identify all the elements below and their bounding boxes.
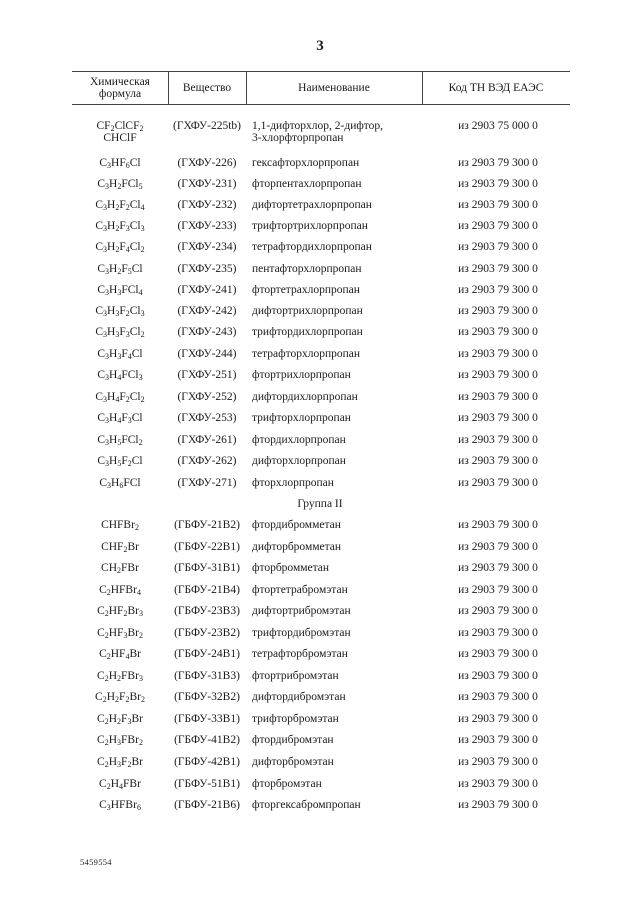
page-number: 3 (316, 38, 324, 54)
header-code: Код ТН ВЭД ЕАЭС (448, 82, 544, 94)
substance-name (252, 778, 422, 790)
substance-name (252, 605, 422, 617)
substance-name (252, 434, 422, 446)
substance-name (252, 199, 422, 211)
substance-name-line: фтортрихлорпропан (252, 369, 351, 381)
customs-code: из 2903 79 300 0 (458, 391, 538, 403)
substance-name (252, 627, 422, 639)
substance-name-line: гексафторхлорпропан (252, 157, 360, 169)
chemical-formula: $C_3H_4F_3Cl$ (97, 412, 143, 425)
customs-code: из 2903 79 300 0 (458, 220, 538, 232)
substance-name-line: фтортетрахлорпропан (252, 284, 360, 296)
chemical-formula: $C_2H_3F_2Br$ (97, 756, 143, 769)
customs-code: из 2903 79 300 0 (458, 284, 538, 296)
customs-code: из 2903 79 300 0 (458, 455, 538, 467)
substance-name (252, 756, 422, 768)
substance-code: (ГХФУ-244) (177, 348, 237, 360)
substance-code: (ГХФУ-233) (177, 220, 237, 232)
substance-code: (ГБФУ-31В3) (174, 670, 240, 682)
substance-name (252, 263, 422, 275)
substance-name-line2: 3-хлорфторпропан (252, 132, 344, 144)
chemical-formula: $C_3H_5FCl_2$ (97, 434, 143, 447)
substance-name (252, 369, 422, 381)
header-formula: Химическая формула (90, 76, 150, 100)
substance-name-line: фтортрибромэтан (252, 670, 339, 682)
header-substance: Вещество (182, 82, 232, 94)
customs-code: из 2903 79 300 0 (458, 584, 538, 596)
substance-code: (ГБФУ-41В2) (174, 734, 240, 746)
substance-name-line: трифтордибромэтан (252, 627, 351, 639)
substance-name (252, 391, 422, 403)
substance-name (252, 241, 422, 253)
substance-name (252, 326, 422, 338)
chemical-formula: $C_3H_2FCl_5$ (97, 178, 143, 191)
substance-code: (ГБФУ-51В1) (174, 778, 240, 790)
chemical-formula: $CF_2ClCF_2$ CHClF (96, 120, 144, 144)
substance-name-line: фторхлорпропан (252, 477, 334, 489)
customs-code: из 2903 79 300 0 (458, 713, 538, 725)
substance-name (252, 477, 422, 489)
substance-name-line: фтордибромметан (252, 519, 341, 531)
chemical-formula-line2: CHClF (103, 132, 137, 144)
substance-name-line: фтордихлорпропан (252, 434, 346, 446)
customs-code: из 2903 79 300 0 (458, 348, 538, 360)
chemical-formula: $C_3HFBr_6$ (99, 799, 141, 812)
substance-code: (ГХФУ-225tb) (173, 120, 241, 132)
substance-code: (ГХФУ-261) (177, 434, 237, 446)
chemical-formula: $C_3H_3F_4Cl$ (97, 348, 143, 361)
substance-name-line: дифтортетрахлорпропан (252, 199, 372, 211)
chemical-formula: $C_2H_3FBr_2$ (97, 734, 143, 747)
chemical-formula: $C_3H_3F_3Cl_2$ (95, 326, 145, 339)
customs-code: из 2903 79 300 0 (458, 562, 538, 574)
substance-code: (ГБФУ-21В2) (174, 519, 240, 531)
substance-name (252, 584, 422, 596)
substance-name (252, 348, 422, 360)
substance-code: (ГХФУ-242) (177, 305, 237, 317)
substance-code: (ГХФУ-235) (177, 263, 237, 275)
customs-code: из 2903 79 300 0 (458, 263, 538, 275)
chemical-formula: $C_3H_6FCl$ (99, 477, 141, 490)
substance-name-line: дифтортрихлорпропан (252, 305, 363, 317)
substance-code: (ГБФУ-23В2) (174, 627, 240, 639)
substance-name-line: тетрафторбромэтан (252, 648, 348, 660)
substance-code: (ГХФУ-243) (177, 326, 237, 338)
substance-code: (ГБФУ-33В1) (174, 713, 240, 725)
substance-name-line: фторбромэтан (252, 778, 322, 790)
customs-code: из 2903 79 300 0 (458, 305, 538, 317)
substance-code: (ГБФУ-32В2) (174, 691, 240, 703)
substance-code: (ГХФУ-226) (177, 157, 237, 169)
substance-name (252, 305, 422, 317)
chemical-formula: $C_2H_4FBr$ (99, 778, 141, 791)
customs-code: из 2903 79 300 0 (458, 241, 538, 253)
substance-name (252, 799, 422, 811)
customs-code: из 2903 79 300 0 (458, 369, 538, 381)
customs-code: из 2903 79 300 0 (458, 799, 538, 811)
substance-name-line: дифтордибромэтан (252, 691, 346, 703)
substance-name-line: фторгексабромпропан (252, 799, 361, 811)
substance-code: (ГХФУ-232) (177, 199, 237, 211)
substance-name (252, 455, 422, 467)
substance-name (252, 713, 422, 725)
substance-name (252, 157, 422, 169)
substance-code: (ГХФУ-252) (177, 391, 237, 403)
customs-code: из 2903 79 300 0 (458, 178, 538, 190)
chemical-formula: $C_2H_2F_3Br$ (97, 713, 143, 726)
substance-name-line: трифтордихлорпропан (252, 326, 363, 338)
chemical-formula: $C_2HF_2Br_3$ (97, 605, 143, 618)
customs-code: из 2903 79 300 0 (458, 670, 538, 682)
customs-code: из 2903 79 300 0 (458, 199, 538, 211)
header-name: Наименование (298, 82, 370, 94)
chemical-formula: $C_2HF_3Br_2$ (97, 627, 143, 640)
substance-name (252, 178, 422, 190)
substance-name-line: фтортетрабромэтан (252, 584, 348, 596)
substance-name (252, 541, 422, 553)
customs-code: из 2903 79 300 0 (458, 691, 538, 703)
substance-name-line: фторпентахлорпропан (252, 178, 362, 190)
chemical-formula: $C_2HF_4Br$ (99, 648, 141, 661)
substance-code: (ГБФУ-22В1) (174, 541, 240, 553)
customs-code: из 2903 79 300 0 (458, 541, 538, 553)
customs-code: из 2903 79 300 0 (458, 756, 538, 768)
chemical-formula: $CHF_2Br$ (101, 541, 139, 554)
substance-name-line: трифторбромэтан (252, 713, 339, 725)
substance-name-line: дифторбромэтан (252, 756, 334, 768)
document-id: 5459554 (80, 857, 112, 867)
customs-code: из 2903 79 300 0 (458, 605, 538, 617)
customs-code: из 2903 79 300 0 (458, 434, 538, 446)
customs-code: из 2903 79 300 0 (458, 412, 538, 424)
customs-code: из 2903 79 300 0 (458, 326, 538, 338)
chemical-formula: $C_2H_2F_2Br_2$ (95, 691, 145, 704)
substance-name-line: пентафторхлорпропан (252, 263, 362, 275)
substance-name (252, 670, 422, 682)
substance-code: (ГХФУ-253) (177, 412, 237, 424)
chemical-formula: $C_3H_3F_2Cl_3$ (95, 305, 145, 318)
substance-name-line: дифтордихлорпропан (252, 391, 358, 403)
substance-name-line: тетрафторхлорпропан (252, 348, 361, 360)
substance-name (252, 412, 422, 424)
chemical-formula: $C_3H_3FCl_4$ (97, 284, 143, 297)
chemical-formula: CHFBr$_2$ (101, 519, 139, 532)
substance-code: (ГБФУ-42В1) (174, 756, 240, 768)
substance-name-line: тетрафтордихлорпропан (252, 241, 372, 253)
customs-code: из 2903 79 300 0 (458, 734, 538, 746)
substance-code: (ГБФУ-23В3) (174, 605, 240, 617)
customs-code: из 2903 79 300 0 (458, 627, 538, 639)
substance-name-line: фтордибромэтан (252, 734, 334, 746)
chemical-formula: $C_2HFBr_4$ (99, 584, 141, 597)
chemical-formula: $C_3H_4FCl_3$ (97, 369, 143, 382)
chemical-formula: $C_3H_4F_2Cl_2$ (95, 391, 145, 404)
chemical-formula: $C_3H_2F_5Cl$ (97, 263, 143, 276)
substance-name (252, 120, 422, 144)
substance-name-line: фторбромметан (252, 562, 330, 574)
substance-name-line: дифтортрибромэтан (252, 605, 351, 617)
chemical-formula: $C_2H_2FBr_3$ (97, 670, 143, 683)
substance-name-line: 1,1-дифторхлор, 2-дифтор, (252, 120, 384, 132)
substance-code: (ГХФУ-231) (177, 178, 237, 190)
chemical-formula: $C_3H_2F_2Cl_4$ (95, 199, 145, 212)
chemical-formula: $CH_2FBr$ (101, 562, 139, 575)
chemical-formula: $C_3H_2F_3Cl_3$ (95, 220, 145, 233)
substance-code: (ГБФУ-21В6) (174, 799, 240, 811)
substance-code: (ГХФУ-262) (177, 455, 237, 467)
substance-name (252, 734, 422, 746)
substance-code: (ГБФУ-21В4) (174, 584, 240, 596)
substance-name-line: дифторбромметан (252, 541, 342, 553)
substance-name (252, 691, 422, 703)
chemical-formula: $C_3HF_6Cl$ (99, 157, 141, 170)
substance-code: (ГБФУ-24В1) (174, 648, 240, 660)
substance-name (252, 648, 422, 660)
table-header (72, 71, 570, 105)
substance-name (252, 562, 422, 574)
substance-name-line: трифторхлорпропан (252, 412, 351, 424)
chemical-formula: $C_3H_2F_4Cl_2$ (95, 241, 145, 254)
customs-code: из 2903 79 300 0 (458, 477, 538, 489)
substance-code: (ГХФУ-251) (177, 369, 237, 381)
substance-name (252, 284, 422, 296)
chemical-formula: $C_3H_5F_2Cl$ (97, 455, 143, 468)
substance-name (252, 220, 422, 232)
substance-name (252, 519, 422, 531)
substance-code: (ГБФУ-31В1) (174, 562, 240, 574)
substance-name-line: трифтортрихлорпропан (252, 220, 368, 232)
customs-code: из 2903 79 300 0 (458, 157, 538, 169)
customs-code: из 2903 75 000 0 (458, 120, 538, 132)
customs-code: из 2903 79 300 0 (458, 778, 538, 790)
substance-code: (ГХФУ-271) (177, 477, 237, 489)
customs-code: из 2903 79 300 0 (458, 648, 538, 660)
substance-code: (ГХФУ-234) (177, 241, 237, 253)
substance-code: (ГХФУ-241) (177, 284, 237, 296)
group-heading: Группа II (297, 498, 343, 510)
substance-name-line: дифторхлорпропан (252, 455, 346, 467)
customs-code: из 2903 79 300 0 (458, 519, 538, 531)
